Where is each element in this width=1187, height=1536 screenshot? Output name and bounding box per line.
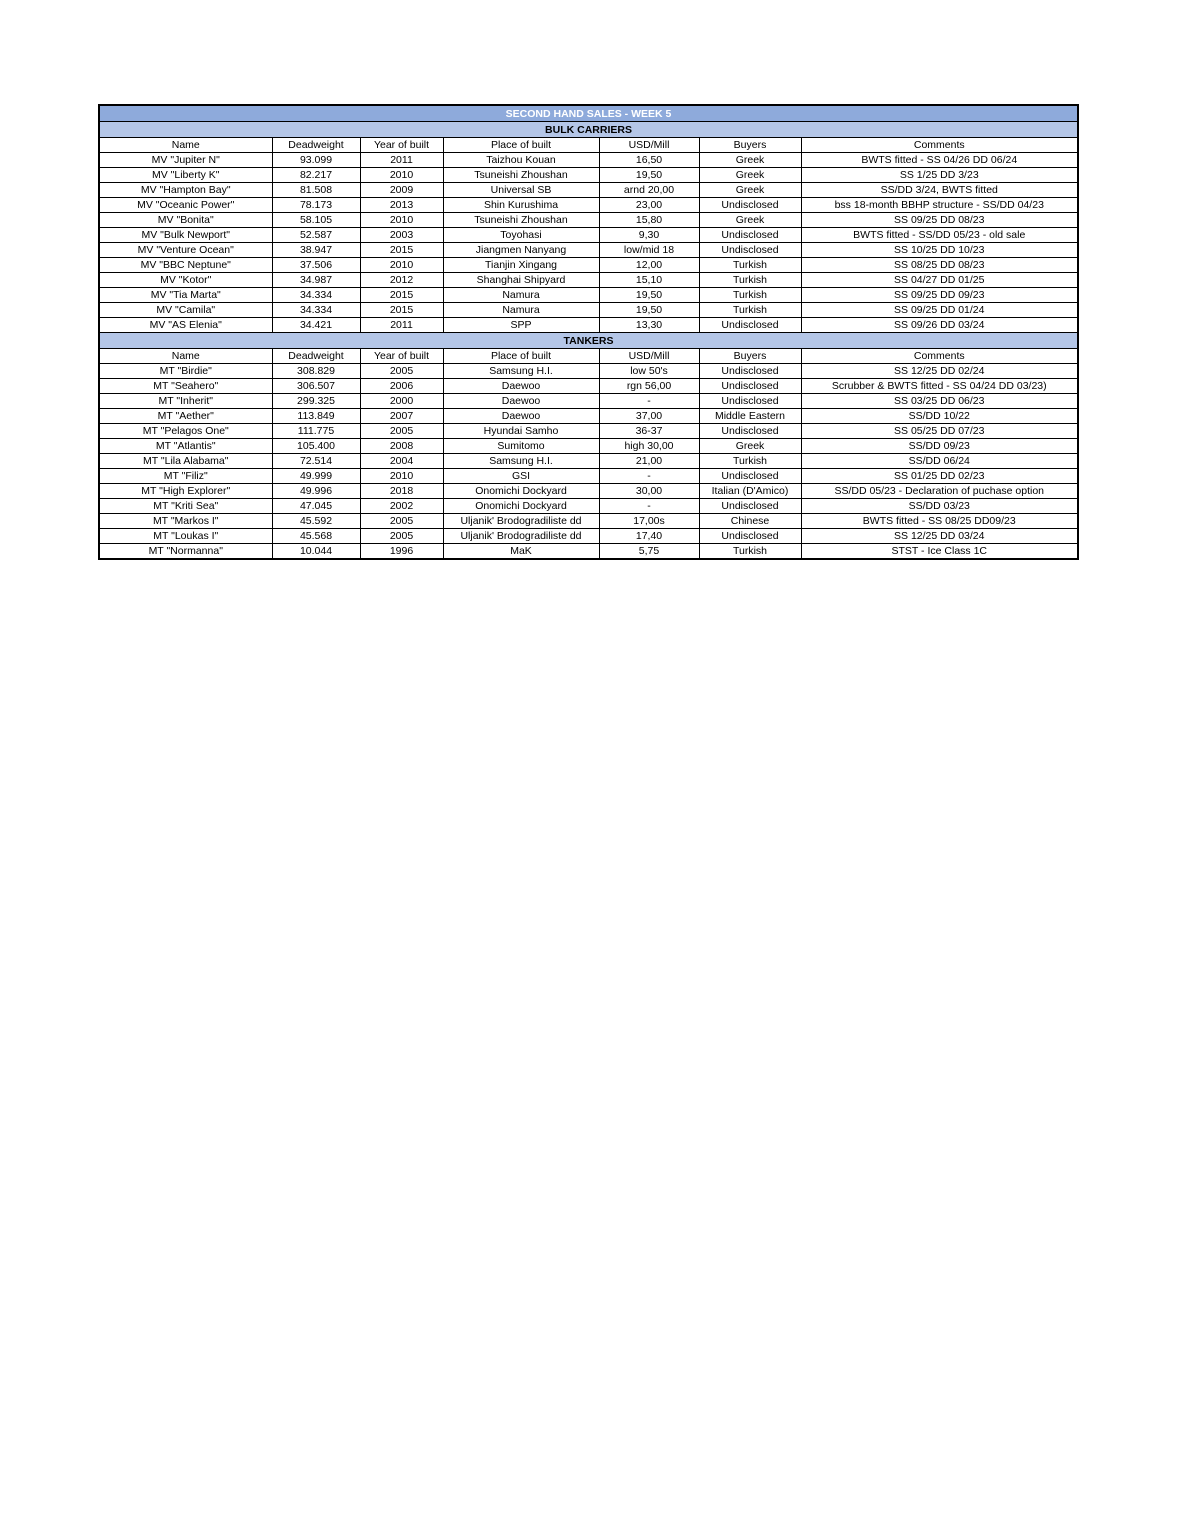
cell-place-built: SPP <box>443 318 599 333</box>
cell-deadweight: 308.829 <box>272 364 360 379</box>
cell-deadweight: 34.421 <box>272 318 360 333</box>
cell-year-built: 2009 <box>360 183 443 198</box>
cell-comments: SS 05/25 DD 07/23 <box>801 424 1078 439</box>
cell-year-built: 2002 <box>360 499 443 514</box>
column-header-comments: Comments <box>801 138 1078 153</box>
table-row <box>99 529 1078 544</box>
cell-buyers: Undisclosed <box>699 469 801 484</box>
cell-place-built: Onomichi Dockyard <box>443 484 599 499</box>
cell-usd-mill: - <box>599 469 699 484</box>
cell-place-built: Samsung H.I. <box>443 454 599 469</box>
cell-buyers: Chinese <box>699 514 801 529</box>
cell-name: MV "Bulk Newport" <box>99 228 272 243</box>
cell-name: MT "Atlantis" <box>99 439 272 454</box>
cell-year-built: 2005 <box>360 529 443 544</box>
cell-buyers: Italian (D'Amico) <box>699 484 801 499</box>
cell-buyers: Greek <box>699 213 801 228</box>
cell-buyers: Undisclosed <box>699 364 801 379</box>
cell-deadweight: 38.947 <box>272 243 360 258</box>
cell-comments: BWTS fitted - SS/DD 05/23 - old sale <box>801 228 1078 243</box>
cell-comments: SS/DD 3/24, BWTS fitted <box>801 183 1078 198</box>
cell-year-built: 2011 <box>360 153 443 168</box>
cell-place-built: Universal SB <box>443 183 599 198</box>
cell-year-built: 2000 <box>360 394 443 409</box>
cell-deadweight: 105.400 <box>272 439 360 454</box>
table-row <box>99 168 1078 183</box>
cell-place-built: Sumitomo <box>443 439 599 454</box>
cell-usd-mill: low/mid 18 <box>599 243 699 258</box>
cell-name: MT "High Explorer" <box>99 484 272 499</box>
cell-usd-mill: 37,00 <box>599 409 699 424</box>
cell-deadweight: 111.775 <box>272 424 360 439</box>
table-row <box>99 394 1078 409</box>
table-row <box>99 273 1078 288</box>
cell-buyers: Undisclosed <box>699 394 801 409</box>
cell-buyers: Undisclosed <box>699 318 801 333</box>
column-header-buyers: Buyers <box>699 349 801 364</box>
section-title-row <box>99 122 1078 138</box>
table-row <box>99 469 1078 484</box>
cell-comments: SS 12/25 DD 02/24 <box>801 364 1078 379</box>
cell-comments: BWTS fitted - SS 04/26 DD 06/24 <box>801 153 1078 168</box>
cell-place-built: Tianjin Xingang <box>443 258 599 273</box>
column-header-name: Name <box>99 138 272 153</box>
cell-usd-mill: 23,00 <box>599 198 699 213</box>
cell-comments: SS 09/25 DD 09/23 <box>801 288 1078 303</box>
table-row <box>99 379 1078 394</box>
cell-name: MV "Bonita" <box>99 213 272 228</box>
cell-comments: SS/DD 09/23 <box>801 439 1078 454</box>
cell-deadweight: 34.987 <box>272 273 360 288</box>
cell-buyers: Undisclosed <box>699 198 801 213</box>
cell-comments: SS 1/25 DD 3/23 <box>801 168 1078 183</box>
cell-comments: SS 09/25 DD 08/23 <box>801 213 1078 228</box>
cell-deadweight: 49.999 <box>272 469 360 484</box>
table-row <box>99 439 1078 454</box>
table-row <box>99 243 1078 258</box>
cell-usd-mill: 36-37 <box>599 424 699 439</box>
cell-usd-mill: high 30,00 <box>599 439 699 454</box>
cell-place-built: Uljanik' Brodogradiliste dd <box>443 529 599 544</box>
cell-name: MV "Oceanic Power" <box>99 198 272 213</box>
cell-usd-mill: 17,40 <box>599 529 699 544</box>
cell-place-built: Onomichi Dockyard <box>443 499 599 514</box>
cell-place-built: Namura <box>443 288 599 303</box>
cell-usd-mill: 19,50 <box>599 303 699 318</box>
cell-year-built: 2015 <box>360 243 443 258</box>
cell-buyers: Greek <box>699 439 801 454</box>
cell-deadweight: 37.506 <box>272 258 360 273</box>
cell-place-built: GSI <box>443 469 599 484</box>
table-row <box>99 213 1078 228</box>
cell-buyers: Undisclosed <box>699 499 801 514</box>
table-row <box>99 258 1078 273</box>
cell-comments: SS 10/25 DD 10/23 <box>801 243 1078 258</box>
cell-year-built: 2008 <box>360 439 443 454</box>
table-row <box>99 364 1078 379</box>
cell-usd-mill: 15,10 <box>599 273 699 288</box>
title-row <box>99 105 1078 122</box>
second-hand-sales-table <box>98 104 1079 560</box>
cell-name: MT "Aether" <box>99 409 272 424</box>
cell-place-built: Daewoo <box>443 379 599 394</box>
cell-place-built: Namura <box>443 303 599 318</box>
cell-name: MT "Normanna" <box>99 544 272 560</box>
column-header-usd-mill: USD/Mill <box>599 349 699 364</box>
cell-deadweight: 34.334 <box>272 303 360 318</box>
table-title: SECOND HAND SALES - WEEK 5 <box>99 105 1078 122</box>
cell-place-built: Toyohasi <box>443 228 599 243</box>
cell-year-built: 2011 <box>360 318 443 333</box>
cell-usd-mill: 15,80 <box>599 213 699 228</box>
cell-usd-mill: arnd 20,00 <box>599 183 699 198</box>
cell-deadweight: 34.334 <box>272 288 360 303</box>
cell-name: MT "Inherit" <box>99 394 272 409</box>
table-row <box>99 288 1078 303</box>
cell-year-built: 2004 <box>360 454 443 469</box>
cell-name: MV "Kotor" <box>99 273 272 288</box>
cell-comments: SS 09/25 DD 01/24 <box>801 303 1078 318</box>
cell-place-built: Shin Kurushima <box>443 198 599 213</box>
cell-year-built: 2010 <box>360 168 443 183</box>
cell-deadweight: 49.996 <box>272 484 360 499</box>
cell-deadweight: 45.592 <box>272 514 360 529</box>
cell-usd-mill: 16,50 <box>599 153 699 168</box>
cell-year-built: 2018 <box>360 484 443 499</box>
cell-deadweight: 82.217 <box>272 168 360 183</box>
cell-comments: SS 12/25 DD 03/24 <box>801 529 1078 544</box>
column-header-name: Name <box>99 349 272 364</box>
cell-usd-mill: 13,30 <box>599 318 699 333</box>
cell-name: MV "AS Elenia" <box>99 318 272 333</box>
column-header-row <box>99 138 1078 153</box>
cell-name: MT "Loukas I" <box>99 529 272 544</box>
cell-deadweight: 45.568 <box>272 529 360 544</box>
cell-year-built: 2010 <box>360 258 443 273</box>
cell-name: MT "Pelagos One" <box>99 424 272 439</box>
cell-year-built: 2010 <box>360 469 443 484</box>
cell-buyers: Turkish <box>699 544 801 560</box>
cell-comments: SS 08/25 DD 08/23 <box>801 258 1078 273</box>
table-row <box>99 198 1078 213</box>
cell-comments: SS/DD 10/22 <box>801 409 1078 424</box>
cell-usd-mill: 30,00 <box>599 484 699 499</box>
cell-place-built: Hyundai Samho <box>443 424 599 439</box>
cell-year-built: 2013 <box>360 198 443 213</box>
section-title: TANKERS <box>99 333 1078 349</box>
cell-year-built: 1996 <box>360 544 443 560</box>
section-title-row <box>99 333 1078 349</box>
cell-deadweight: 299.325 <box>272 394 360 409</box>
cell-comments: SS 01/25 DD 02/23 <box>801 469 1078 484</box>
table-row <box>99 183 1078 198</box>
column-header-year-built: Year of built <box>360 349 443 364</box>
cell-place-built: Samsung H.I. <box>443 364 599 379</box>
column-header-deadweight: Deadweight <box>272 138 360 153</box>
cell-buyers: Greek <box>699 168 801 183</box>
table-row <box>99 303 1078 318</box>
cell-name: MV "Tia Marta" <box>99 288 272 303</box>
cell-place-built: Tsuneishi Zhoushan <box>443 168 599 183</box>
cell-buyers: Turkish <box>699 454 801 469</box>
cell-buyers: Undisclosed <box>699 379 801 394</box>
cell-comments: SS 09/26 DD 03/24 <box>801 318 1078 333</box>
cell-name: MV "Camila" <box>99 303 272 318</box>
cell-place-built: Shanghai Shipyard <box>443 273 599 288</box>
section-title: BULK CARRIERS <box>99 122 1078 138</box>
column-header-usd-mill: USD/Mill <box>599 138 699 153</box>
cell-place-built: Uljanik' Brodogradiliste dd <box>443 514 599 529</box>
cell-deadweight: 72.514 <box>272 454 360 469</box>
column-header-place-built: Place of built <box>443 138 599 153</box>
cell-deadweight: 113.849 <box>272 409 360 424</box>
cell-buyers: Undisclosed <box>699 424 801 439</box>
cell-buyers: Undisclosed <box>699 243 801 258</box>
table-row <box>99 484 1078 499</box>
cell-usd-mill: - <box>599 394 699 409</box>
cell-place-built: Daewoo <box>443 409 599 424</box>
cell-year-built: 2005 <box>360 424 443 439</box>
cell-name: MV "Venture Ocean" <box>99 243 272 258</box>
cell-place-built: MaK <box>443 544 599 560</box>
column-header-place-built: Place of built <box>443 349 599 364</box>
cell-buyers: Turkish <box>699 303 801 318</box>
table-row <box>99 544 1078 560</box>
cell-deadweight: 58.105 <box>272 213 360 228</box>
table-row <box>99 454 1078 469</box>
cell-deadweight: 306.507 <box>272 379 360 394</box>
cell-place-built: Daewoo <box>443 394 599 409</box>
cell-comments: bss 18-month BBHP structure - SS/DD 04/23 <box>801 198 1078 213</box>
cell-comments: SS/DD 06/24 <box>801 454 1078 469</box>
cell-year-built: 2012 <box>360 273 443 288</box>
column-header-deadweight: Deadweight <box>272 349 360 364</box>
cell-usd-mill: 21,00 <box>599 454 699 469</box>
cell-usd-mill: 5,75 <box>599 544 699 560</box>
table-row <box>99 514 1078 529</box>
cell-usd-mill: 12,00 <box>599 258 699 273</box>
table-row <box>99 424 1078 439</box>
cell-place-built: Tsuneishi Zhoushan <box>443 213 599 228</box>
cell-deadweight: 10.044 <box>272 544 360 560</box>
cell-year-built: 2003 <box>360 228 443 243</box>
cell-comments: SS/DD 05/23 - Declaration of puchase option <box>801 484 1078 499</box>
cell-usd-mill: low 50's <box>599 364 699 379</box>
cell-comments: BWTS fitted - SS 08/25 DD09/23 <box>801 514 1078 529</box>
cell-comments: SS/DD 03/23 <box>801 499 1078 514</box>
cell-name: MT "Birdie" <box>99 364 272 379</box>
cell-name: MV "Jupiter N" <box>99 153 272 168</box>
cell-place-built: Jiangmen Nanyang <box>443 243 599 258</box>
cell-buyers: Greek <box>699 183 801 198</box>
cell-name: MT "Seahero" <box>99 379 272 394</box>
table-row <box>99 228 1078 243</box>
cell-usd-mill: rgn 56,00 <box>599 379 699 394</box>
column-header-buyers: Buyers <box>699 138 801 153</box>
cell-year-built: 2015 <box>360 303 443 318</box>
cell-place-built: Taizhou Kouan <box>443 153 599 168</box>
cell-name: MV "Liberty K" <box>99 168 272 183</box>
cell-year-built: 2007 <box>360 409 443 424</box>
cell-comments: SS 03/25 DD 06/23 <box>801 394 1078 409</box>
cell-year-built: 2006 <box>360 379 443 394</box>
table-row <box>99 153 1078 168</box>
column-header-comments: Comments <box>801 349 1078 364</box>
cell-buyers: Greek <box>699 153 801 168</box>
cell-year-built: 2015 <box>360 288 443 303</box>
cell-deadweight: 81.508 <box>272 183 360 198</box>
column-header-row <box>99 349 1078 364</box>
cell-usd-mill: 17,00s <box>599 514 699 529</box>
cell-name: MT "Lila Alabama" <box>99 454 272 469</box>
cell-usd-mill: - <box>599 499 699 514</box>
cell-name: MT "Markos I" <box>99 514 272 529</box>
cell-name: MT "Filiz" <box>99 469 272 484</box>
cell-deadweight: 78.173 <box>272 198 360 213</box>
cell-buyers: Turkish <box>699 288 801 303</box>
cell-deadweight: 52.587 <box>272 228 360 243</box>
cell-deadweight: 47.045 <box>272 499 360 514</box>
cell-buyers: Undisclosed <box>699 529 801 544</box>
cell-year-built: 2005 <box>360 364 443 379</box>
cell-usd-mill: 9,30 <box>599 228 699 243</box>
column-header-year-built: Year of built <box>360 138 443 153</box>
cell-buyers: Turkish <box>699 273 801 288</box>
cell-usd-mill: 19,50 <box>599 288 699 303</box>
cell-comments: Scrubber & BWTS fitted - SS 04/24 DD 03/23) <box>801 379 1078 394</box>
cell-comments: STST - Ice Class 1C <box>801 544 1078 560</box>
cell-usd-mill: 19,50 <box>599 168 699 183</box>
table-row <box>99 499 1078 514</box>
cell-year-built: 2005 <box>360 514 443 529</box>
cell-name: MV "Hampton Bay" <box>99 183 272 198</box>
cell-year-built: 2010 <box>360 213 443 228</box>
cell-name: MV "BBC Neptune" <box>99 258 272 273</box>
cell-name: MT "Kriti Sea" <box>99 499 272 514</box>
table-row <box>99 409 1078 424</box>
cell-comments: SS 04/27 DD 01/25 <box>801 273 1078 288</box>
cell-buyers: Middle Eastern <box>699 409 801 424</box>
cell-deadweight: 93.099 <box>272 153 360 168</box>
cell-buyers: Turkish <box>699 258 801 273</box>
table-row <box>99 318 1078 333</box>
cell-buyers: Undisclosed <box>699 228 801 243</box>
